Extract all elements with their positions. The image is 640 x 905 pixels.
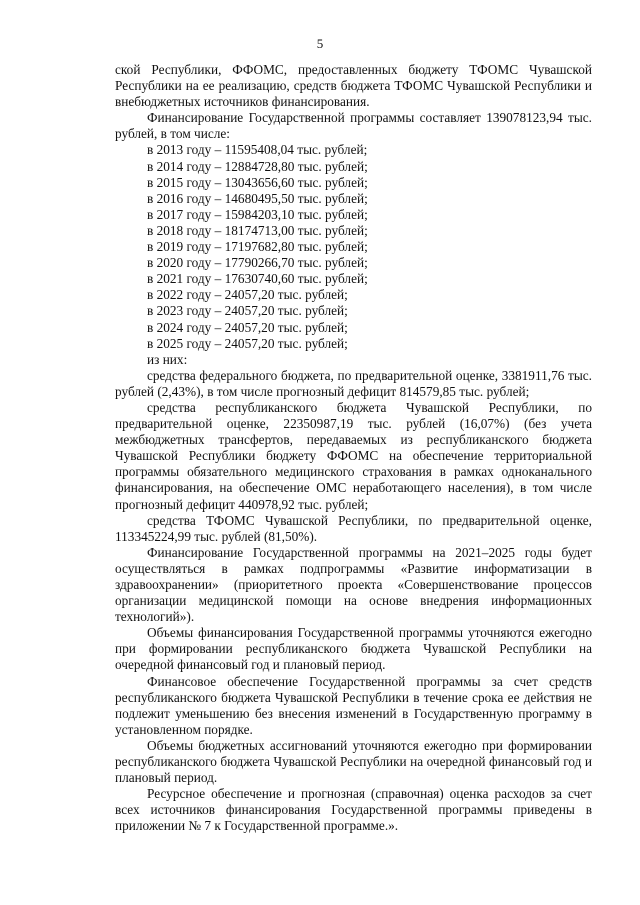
yearly-financing-list	[115, 142, 592, 351]
financing-total: Финансирование Государственной программы составляет 139078123,94 тыс. рублей, в том числе:	[115, 110, 592, 142]
year-line-2018: в 2018 году – 18174713,00 тыс. рублей;	[147, 222, 368, 238]
document-body	[115, 62, 592, 835]
year-line-2016: в 2016 году – 14680495,50 тыс. рублей;	[147, 190, 368, 206]
year-line-2023: в 2023 году – 24057,20 тыс. рублей;	[147, 303, 348, 319]
paragraph-annual-update: Объемы финансирования Государственной программы уточняются ежегодно при формировании республиканского бюджета Чувашской Республики на очередной финансовый год и плановый период.	[115, 625, 592, 673]
year-line-2014: в 2014 году – 12884728,80 тыс. рублей;	[147, 158, 368, 174]
year-line-2019: в 2019 году – 17197682,80 тыс. рублей;	[147, 239, 368, 255]
paragraph-budget-allocations: Объемы бюджетных ассигнований уточняются ежегодно при формировании республиканского бюджета Чувашской Республики на очередной финансовый год и плановый период.	[115, 737, 592, 786]
federal-funds: средства федерального бюджета, по предварительной оценке, 3381911,76 тыс. рублей (2,43%), в том числе прогнозный дефицит 814579,85 тыс. рублей;	[115, 367, 592, 399]
paragraph-subprogram: Финансирование Государственной программы на 2021–2025 годы будет осуществляться в рамках подпрограммы «Развитие информатизации в здравоохранении» (приоритетного проекта «Совершенствование процессов организации медицинской помощи на основе внедрения информационных технологий»).	[115, 544, 592, 625]
year-line-2022: в 2022 году – 24057,20 тыс. рублей;	[147, 287, 348, 303]
page-number: 5	[316, 36, 324, 51]
paragraph-no-reduction: Финансовое обеспечение Государственной программы за счет средств республиканского бюджета Чувашской Республики в течение срока ее действия не подлежит уменьшению без внесения изменений в Государственную программу в установленном порядке.	[115, 673, 592, 737]
republic-funds: средства республиканского бюджета Чувашской Республики, по предварительной оценке, 22350987,19 тыс. рублей (16,07%) (без учета межбюджетных трансфертов, передаваемых из республиканского бюджета Чувашской Республики бюджету ФФОМС на обеспечение территориальной программы обязательного медицинского страхования в рамках одноканального финансирования, на обеспечение ОМС неработающего населения), в том числе прогнозный дефицит 440978,92 тыс. рублей;	[115, 399, 592, 512]
of-them-label: из них:	[147, 351, 188, 367]
year-line-2020: в 2020 году – 17790266,70 тыс. рублей;	[147, 255, 368, 271]
tfoms-funds: средства ТФОМС Чувашской Республики, по предварительной оценке, 113345224,99 тыс. рублей (81,50%).	[115, 512, 592, 544]
year-line-2021: в 2021 году – 17630740,60 тыс. рублей;	[147, 271, 368, 287]
year-line-2025: в 2025 году – 24057,20 тыс. рублей;	[147, 335, 348, 351]
paragraph-appendix-reference: Ресурсное обеспечение и прогнозная (справочная) оценка расходов за счет всех источников финансирования Государственной программы приведены в приложении № 7 к Государственной программе.».	[115, 786, 592, 834]
year-line-2015: в 2015 году – 13043656,60 тыс. рублей;	[147, 174, 368, 190]
year-line-2024: в 2024 году – 24057,20 тыс. рублей;	[147, 319, 348, 335]
year-line-2017: в 2017 году – 15984203,10 тыс. рублей;	[147, 206, 368, 222]
year-line-2013: в 2013 году – 11595408,04 тыс. рублей;	[147, 142, 368, 158]
intro-continuation: ской Республики, ФФОМС, предоставленных бюджету ТФОМС Чувашской Республики на ее реализацию, средств бюджета ТФОМС Чувашской Республики и внебюджетных источников финансирования.	[115, 62, 592, 110]
